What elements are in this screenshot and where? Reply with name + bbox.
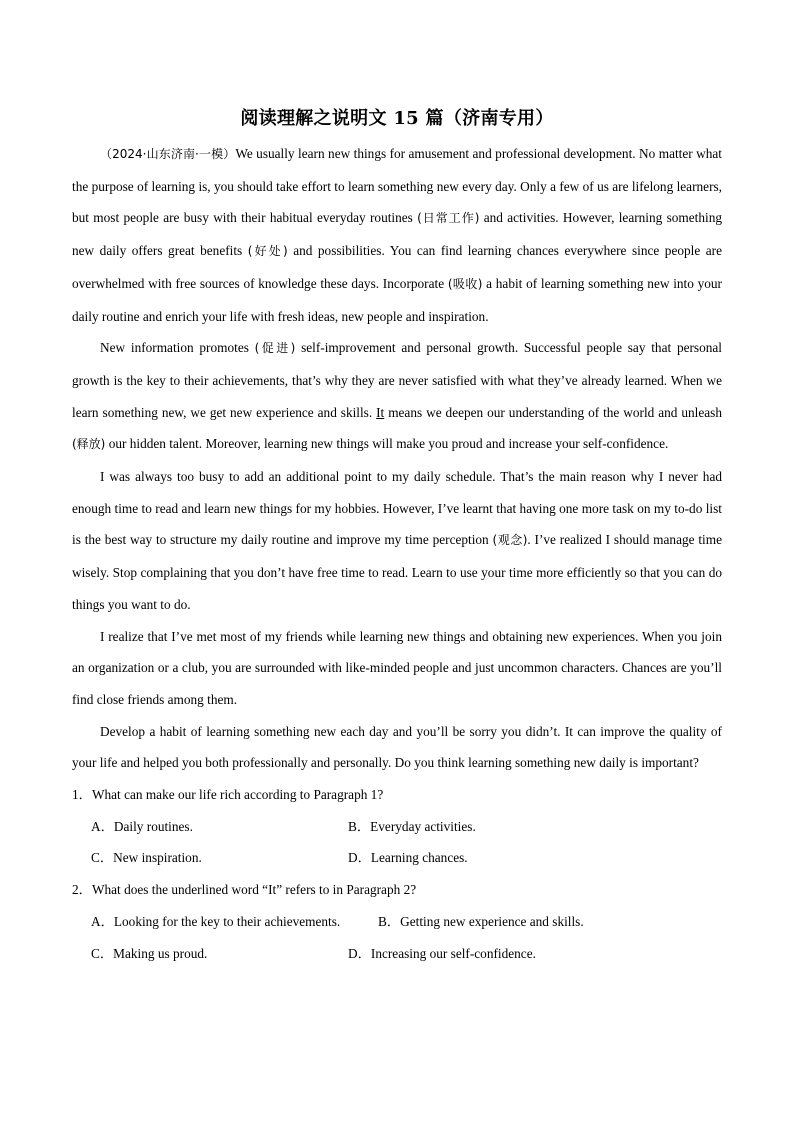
option-c[interactable]: C．Making us proud. [91,945,208,961]
option-a[interactable]: A．Looking for the key to their achievements. [91,913,341,929]
question-stem: 1．What can make our life rich according to Paragraph 1? [72,787,384,803]
gloss: (好处) [247,244,288,259]
paragraph-5: Develop a habit of learning something new each day and you’ll be sorry you didn’t. It can improve the quality of your life and helped you both professionally and personally. Do you think learning something new daily is important? [72,723,722,771]
page-title: 阅读理解之说明文 15 篇（济南专用） [240,108,554,129]
question-1 [72,779,722,874]
option-c[interactable]: C．New inspiration. [91,850,202,866]
option-a[interactable]: A．Daily routines. [91,818,193,834]
question-options [72,811,722,874]
option-b[interactable]: B．Everyday activities. [348,818,476,834]
paragraph-3: I was always too busy to add an additional point to my daily schedule. That’s the main reason why I never had enough time to read and learn new things for my hobbies. However, I’ve learnt that having one more task on my to-do list is the best way to structure my daily routine and improve my time perception (观念). I’ve realized I should manage time wisely. Stop complaining that you don’t have free time to read. Learn to use your time more efficiently so that you can do things you want to do. [72,469,722,612]
gloss: (观念) [492,533,528,548]
question-options [72,906,722,969]
source-tag: （2024·山东济南·一模） [100,147,236,161]
gloss: (日常工作) [417,211,480,226]
gloss: (释放) [72,437,106,452]
gloss: (促进) [254,341,296,356]
option-d[interactable]: D．Increasing our self-confidence. [348,945,536,961]
gloss: (吸收) [447,276,483,291]
underlined-word-it: It [376,404,385,420]
option-d[interactable]: D．Learning chances. [348,850,468,866]
option-b[interactable]: B．Getting new experience and skills. [378,913,584,929]
paragraph-4: I realize that I’ve met most of my friends while learning new things and obtaining new experiences. When you join an organization or a club, you are surrounded with like-minded people and just uncommon characters. Chances are you’ll find close friends among them. [72,628,722,707]
question-stem: 2．What does the underlined word “It” refers to in Paragraph 2? [72,882,417,898]
paragraph-2: New information promotes (促进) self-improvement and personal growth. Successful people say that personal growth is the key to their achievements, that’s why they are never satisfied with what they’ve already learned. When we learn something new, we get new experience and skills. It means we deepen our understanding of the world and unleash (释放) our hidden talent. Moreover, learning new things will make you proud and increase your self-confidence. [72,340,722,452]
paragraph-1: （2024·山东济南·一模）We usually learn new things for amusement and professional development. No matter what the purpose of learning is, you should take effort to learn something new every day. Only a few of us are lifelong learners, but most people are busy with their habitual everyday routines (日常工作) and activities. However, learning something new daily offers great benefits (好处) and possibilities. You can find learning chances everywhere since people are overwhelmed with free sources of knowledge these days. Incorporate (吸收) a habit of learning something new into your daily routine and enrich your life with fresh ideas, new people and inspiration. [72,146,722,324]
passage [72,138,722,969]
question-2 [72,874,722,969]
